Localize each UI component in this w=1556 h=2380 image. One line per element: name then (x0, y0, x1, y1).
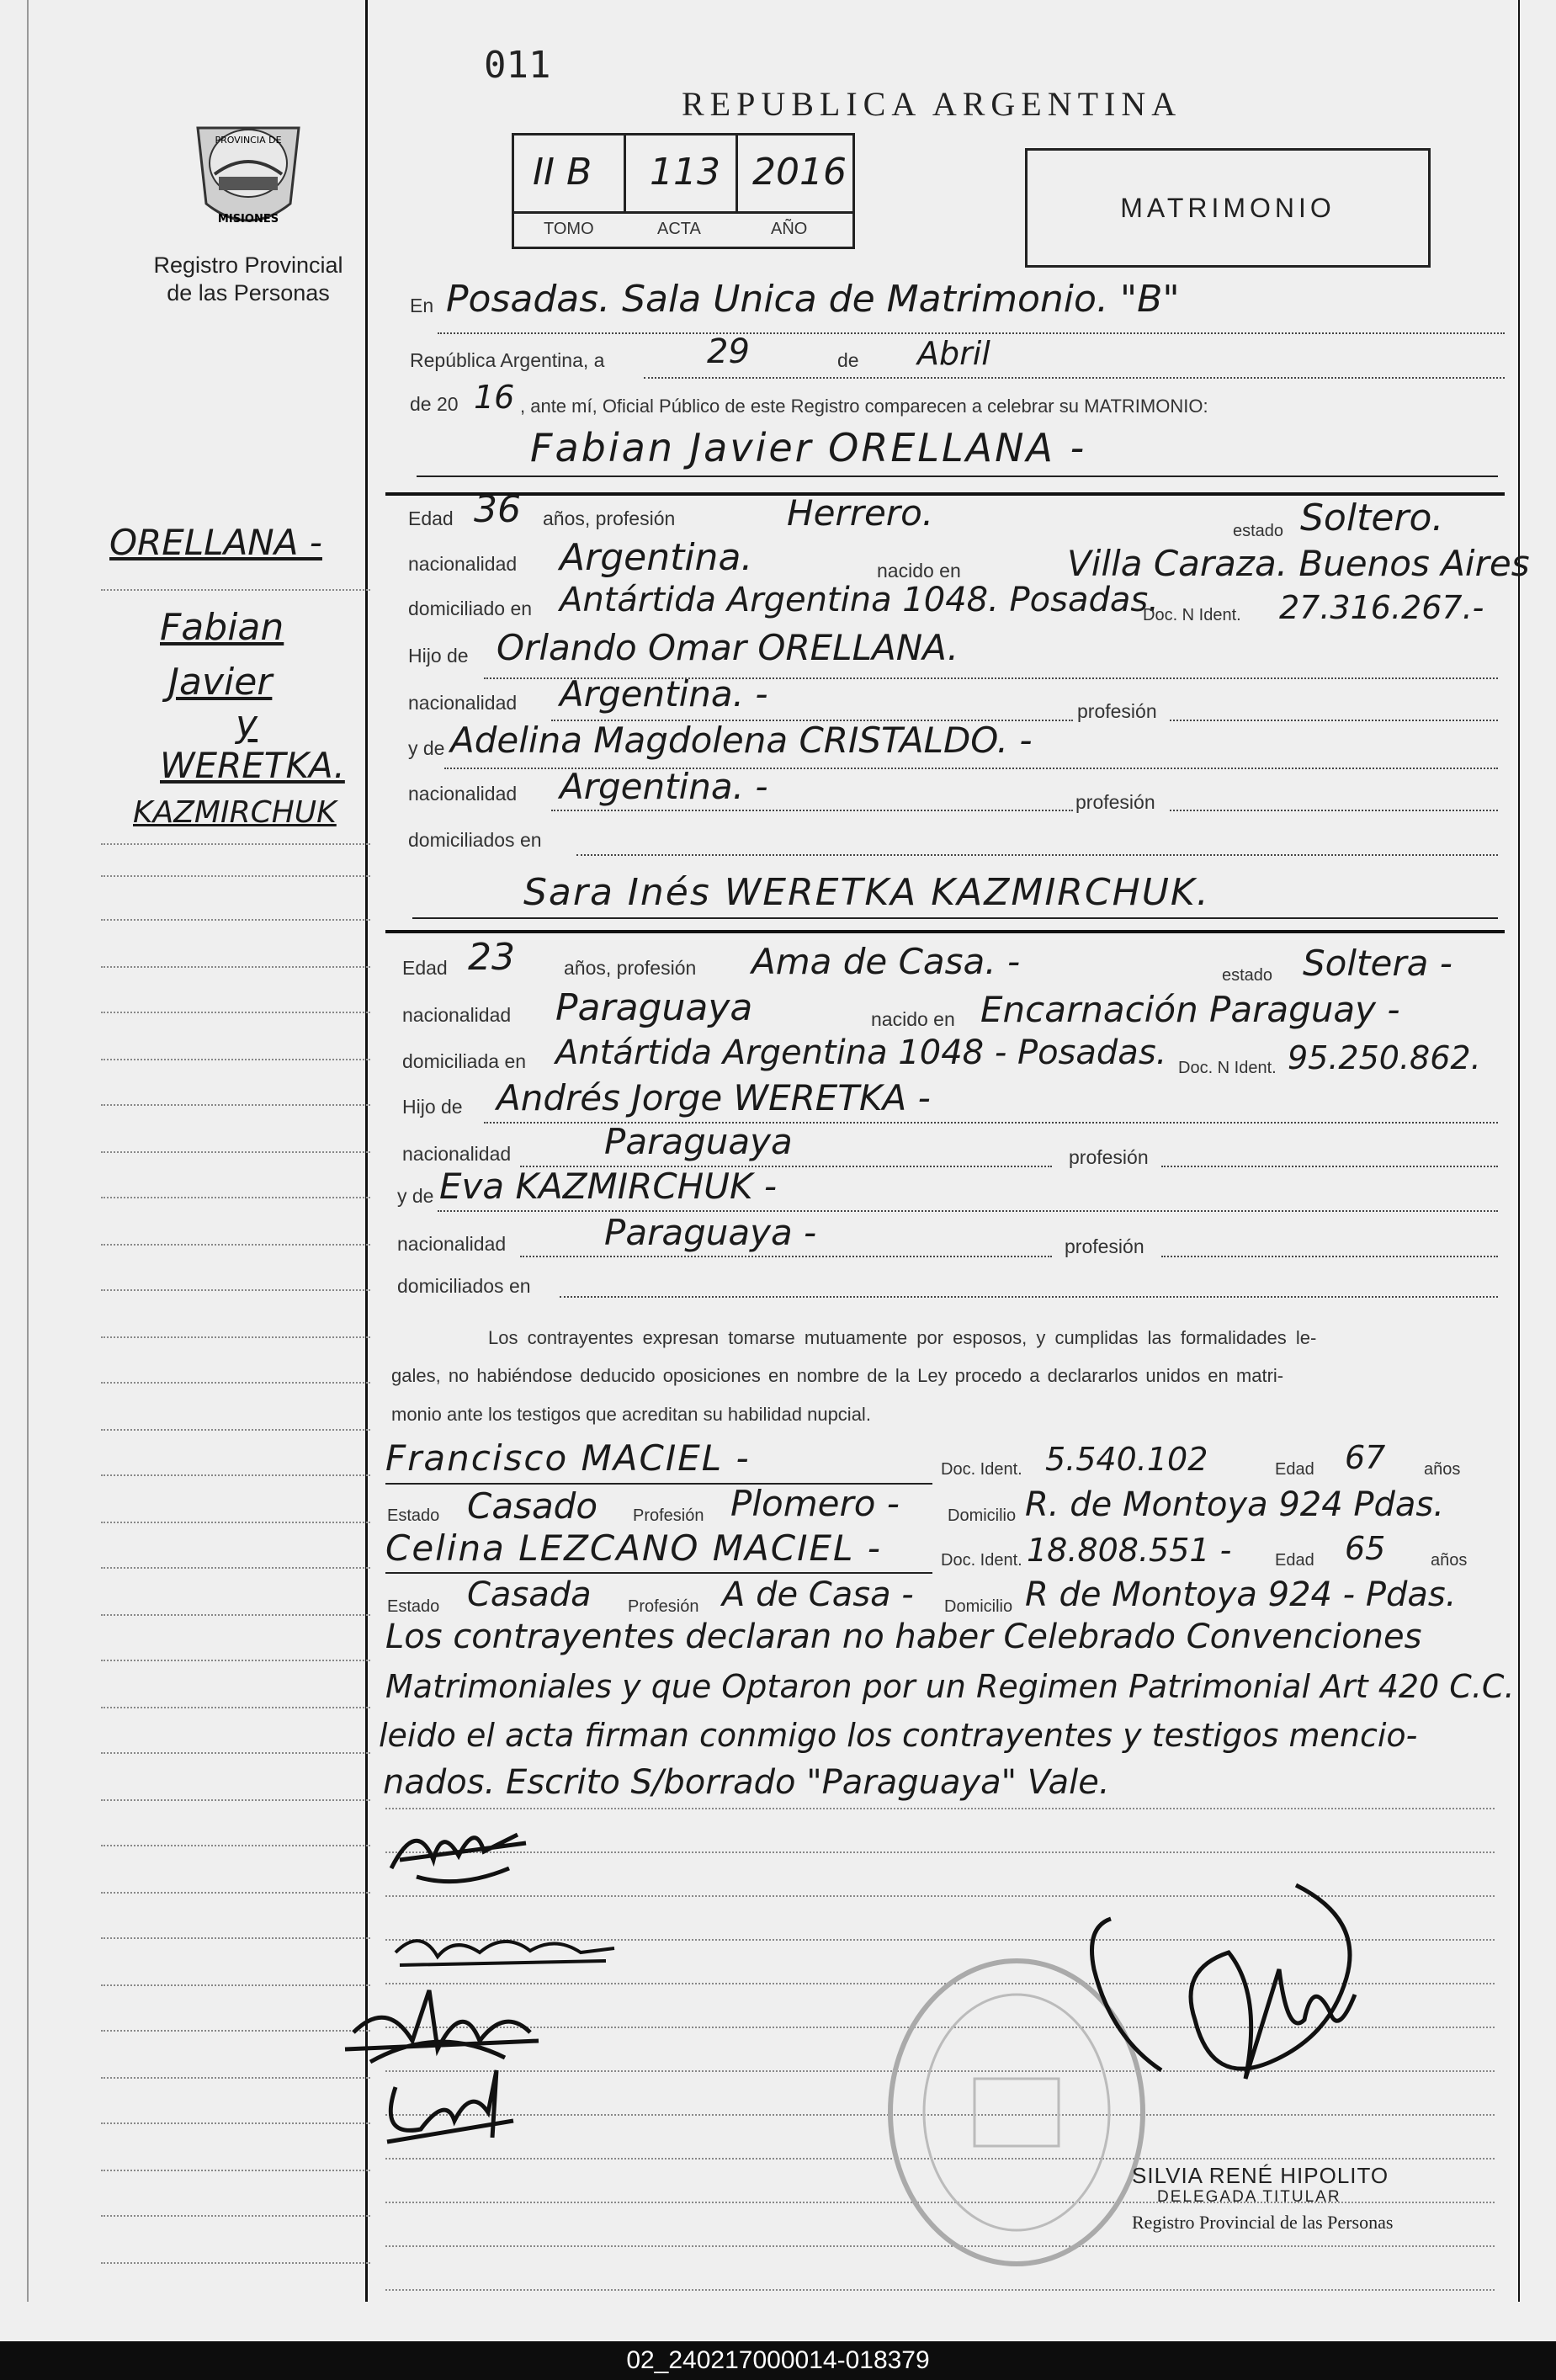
witness2-name: Celina LEZCANO MACIEL - (385, 1527, 882, 1569)
right-rule (1518, 0, 1520, 2302)
ano-value: 2016 (752, 151, 847, 194)
bride-edad-label: Edad (402, 957, 448, 979)
groom-estado-label: estado (1233, 522, 1284, 540)
note-line1: Los contrayentes declaran no haber Celebrado Convenciones (385, 1618, 1422, 1656)
year-prefix: de 20 (410, 393, 459, 415)
official-name: SILVIA RENÉ HIPOLITO (1132, 2163, 1389, 2188)
act-type-box (1025, 148, 1431, 268)
groom-father-nat-label: nacionalidad (408, 692, 518, 714)
witness1-estado: Casado (467, 1485, 598, 1527)
bride-father-nat: Paraguaya (604, 1121, 793, 1162)
page-number: 011 (484, 44, 551, 87)
intro-month: Abril (917, 335, 990, 372)
margin-name-1: Fabian (160, 606, 284, 649)
bride-nat-label: nacionalidad (402, 1004, 512, 1026)
declaration-line3: monio ante los testigos que acreditan su habilidad nupcial. (391, 1404, 871, 1425)
bride-estado-label: estado (1222, 966, 1273, 985)
ano-label: AÑO (771, 220, 808, 238)
bride-yde-label: y de (397, 1185, 434, 1207)
witness1-estado-label: Estado (387, 1506, 440, 1525)
seal-text-bottom: MISIONES (217, 213, 279, 226)
groom-mother: Adelina Magdolena CRISTALDO. - (450, 720, 1033, 761)
act-number-box (512, 133, 855, 249)
registry-name-line2: de las Personas (167, 280, 330, 305)
intro-day: 29 (707, 332, 750, 371)
margin-name-4: WERETKA. (160, 745, 345, 786)
groom-nat-label: nacionalidad (408, 553, 518, 575)
bride-hijo-label: Hijo de (402, 1096, 463, 1118)
groom-profession: Herrero. (787, 492, 934, 534)
witness1-profession: Plomero - (730, 1483, 900, 1524)
groom-nationality: Argentina. (560, 536, 753, 579)
groom-age: 36 (474, 488, 521, 531)
bride-domiciliados-label: domiciliados en (397, 1275, 531, 1297)
bride-name: Sara Inés WERETKA KAZMIRCHUK. (523, 871, 1210, 914)
republica-label: República Argentina, a (410, 349, 605, 371)
year-suffix: 16 (474, 379, 515, 416)
groom-address: Antártida Argentina 1048. Posadas. (560, 581, 1159, 619)
bride-mother-nat-label: nacionalidad (397, 1233, 507, 1255)
bride-address: Antártida Argentina 1048 - Posadas. (555, 1033, 1167, 1072)
groom-domiciliados-label: domiciliados en (408, 829, 542, 851)
act-type-label: MATRIMONIO (1120, 193, 1336, 223)
bride-nacido-label: nacido en (871, 1008, 955, 1030)
witness1-anos: años (1424, 1460, 1461, 1479)
bride-father-nat-label: nacionalidad (402, 1143, 512, 1165)
witness2-age: 65 (1345, 1530, 1386, 1567)
note-line3: leido el acta firman conmigo los contrayentes y testigos mencio- (379, 1717, 1418, 1754)
witness2-anos: años (1431, 1551, 1468, 1570)
bride-doc-label: Doc. N Ident. (1178, 1059, 1277, 1077)
intro-place: Posadas. Sala Unica de Matrimonio. "B" (446, 278, 1180, 321)
witness1-doc-label: Doc. Ident. (941, 1460, 1022, 1479)
left-edge-rule (27, 0, 29, 2302)
bride-age: 23 (468, 936, 515, 979)
witness2-prof-label: Profesión (628, 1597, 699, 1616)
registry-name-line1: Registro Provincial (153, 252, 343, 278)
witness1-age: 67 (1345, 1439, 1386, 1476)
declaration-line1: Los contrayentes expresan tomarse mutuamente por esposos, y cumplidas las formalidades le- (488, 1327, 1317, 1348)
groom-doc-label: Doc. N Ident. (1143, 606, 1241, 624)
bride-doc: 95.250.862. (1288, 1039, 1481, 1076)
witness2-profession: A de Casa - (722, 1575, 914, 1614)
witness1-doc: 5.540.102 (1045, 1441, 1208, 1478)
witness2-estado: Casada (467, 1575, 592, 1614)
groom-birthplace: Villa Caraza. Buenos Aires (1067, 543, 1530, 584)
groom-mother-nat-label: nacionalidad (408, 783, 518, 805)
groom-father: Orlando Omar ORELLANA. (497, 627, 959, 668)
groom-estado: Soltero. (1300, 497, 1444, 539)
acta-label: ACTA (657, 220, 701, 238)
note-line4: nados. Escrito S/borrado "Paraguaya" Vale. (383, 1763, 1110, 1802)
bride-father-prof-label: profesión (1069, 1146, 1149, 1168)
margin-name-0: ORELLANA - (109, 522, 322, 563)
groom-name: Fabian Javier ORELLANA - (530, 425, 1087, 470)
groom-dom-label: domiciliado en (408, 598, 533, 619)
groom-yde-label: y de (408, 737, 445, 759)
witness2-doc-label: Doc. Ident. (941, 1551, 1022, 1570)
groom-father-prof-label: profesión (1077, 700, 1157, 722)
bride-nationality: Paraguaya (555, 986, 753, 1029)
bride-estado: Soltera - (1303, 943, 1452, 984)
witness1-address: R. de Montoya 924 Pdas. (1025, 1485, 1444, 1524)
groom-mother-nat: Argentina. - (560, 766, 768, 807)
seal-text-top: PROVINCIA DE (215, 135, 282, 146)
witness2-doc: 18.808.551 - (1027, 1532, 1232, 1569)
margin-name-3: y (236, 703, 258, 746)
groom-father-nat: Argentina. - (560, 673, 768, 715)
groom-doc: 27.316.267.- (1279, 589, 1484, 626)
groom-edad-label: Edad (408, 507, 454, 529)
groom-nacido-label: nacido en (877, 560, 961, 582)
witness2-dom-label: Domicilio (944, 1597, 1013, 1616)
official-title: DELEGADA TITULAR (1157, 2188, 1341, 2206)
witness1-name: Francisco MACIEL - (385, 1437, 751, 1479)
witness2-address: R de Montoya 924 - Pdas. (1025, 1575, 1457, 1614)
bride-mother-nat: Paraguaya - (604, 1212, 817, 1253)
intro-en-label: En (410, 295, 434, 316)
declaration-line2: gales, no habiéndose deducido oposiciones en nombre de la Ley procedo a declararlos unidos en matri- (391, 1365, 1284, 1386)
signature-4-icon (370, 2062, 522, 2159)
tomo-value: II B (533, 151, 592, 194)
witness1-dom-label: Domicilio (948, 1506, 1017, 1525)
witness1-edad-label: Edad (1275, 1460, 1314, 1479)
official-signature-icon (1060, 1868, 1397, 2184)
bride-birthplace: Encarnación Paraguay - (980, 989, 1400, 1030)
bride-father: Andrés Jorge WERETKA - (497, 1077, 931, 1118)
country-title: REPUBLICA ARGENTINA (682, 85, 1182, 123)
witness1-prof-label: Profesión (633, 1506, 704, 1525)
official-office: Registro Provincial de las Personas (1132, 2212, 1394, 2233)
note-line2: Matrimoniales y que Optaron por un Regimen Patrimonial Art 420 C.C. (385, 1668, 1515, 1705)
margin-name-5: KAZMIRCHUK (133, 795, 337, 830)
groom-hijo-label: Hijo de (408, 645, 469, 667)
groom-anos-label: años, profesión (543, 507, 676, 529)
registry-seal-icon (189, 111, 307, 237)
witness2-estado-label: Estado (387, 1597, 440, 1616)
bride-anos-label: años, profesión (564, 957, 697, 979)
de-label: de (837, 349, 859, 371)
bride-mother-prof-label: profesión (1065, 1235, 1144, 1257)
groom-mother-prof-label: profesión (1075, 791, 1155, 813)
bride-dom-label: domiciliada en (402, 1050, 527, 1072)
tomo-label: TOMO (544, 220, 594, 238)
witness2-edad-label: Edad (1275, 1551, 1314, 1570)
bride-mother: Eva KAZMIRCHUK - (439, 1166, 778, 1207)
signature-1-icon (383, 1809, 534, 1898)
intro-text: , ante mí, Oficial Público de este Registro comparecen a celebrar su MATRIMONIO: (520, 396, 1208, 417)
document-id-footer: 02_240217000014-018379 (0, 2341, 1556, 2380)
bride-profession: Ama de Casa. - (751, 941, 1021, 982)
signature-2-icon (387, 1919, 623, 1990)
acta-value: 113 (650, 151, 720, 194)
margin-name-2: Javier (168, 661, 273, 704)
